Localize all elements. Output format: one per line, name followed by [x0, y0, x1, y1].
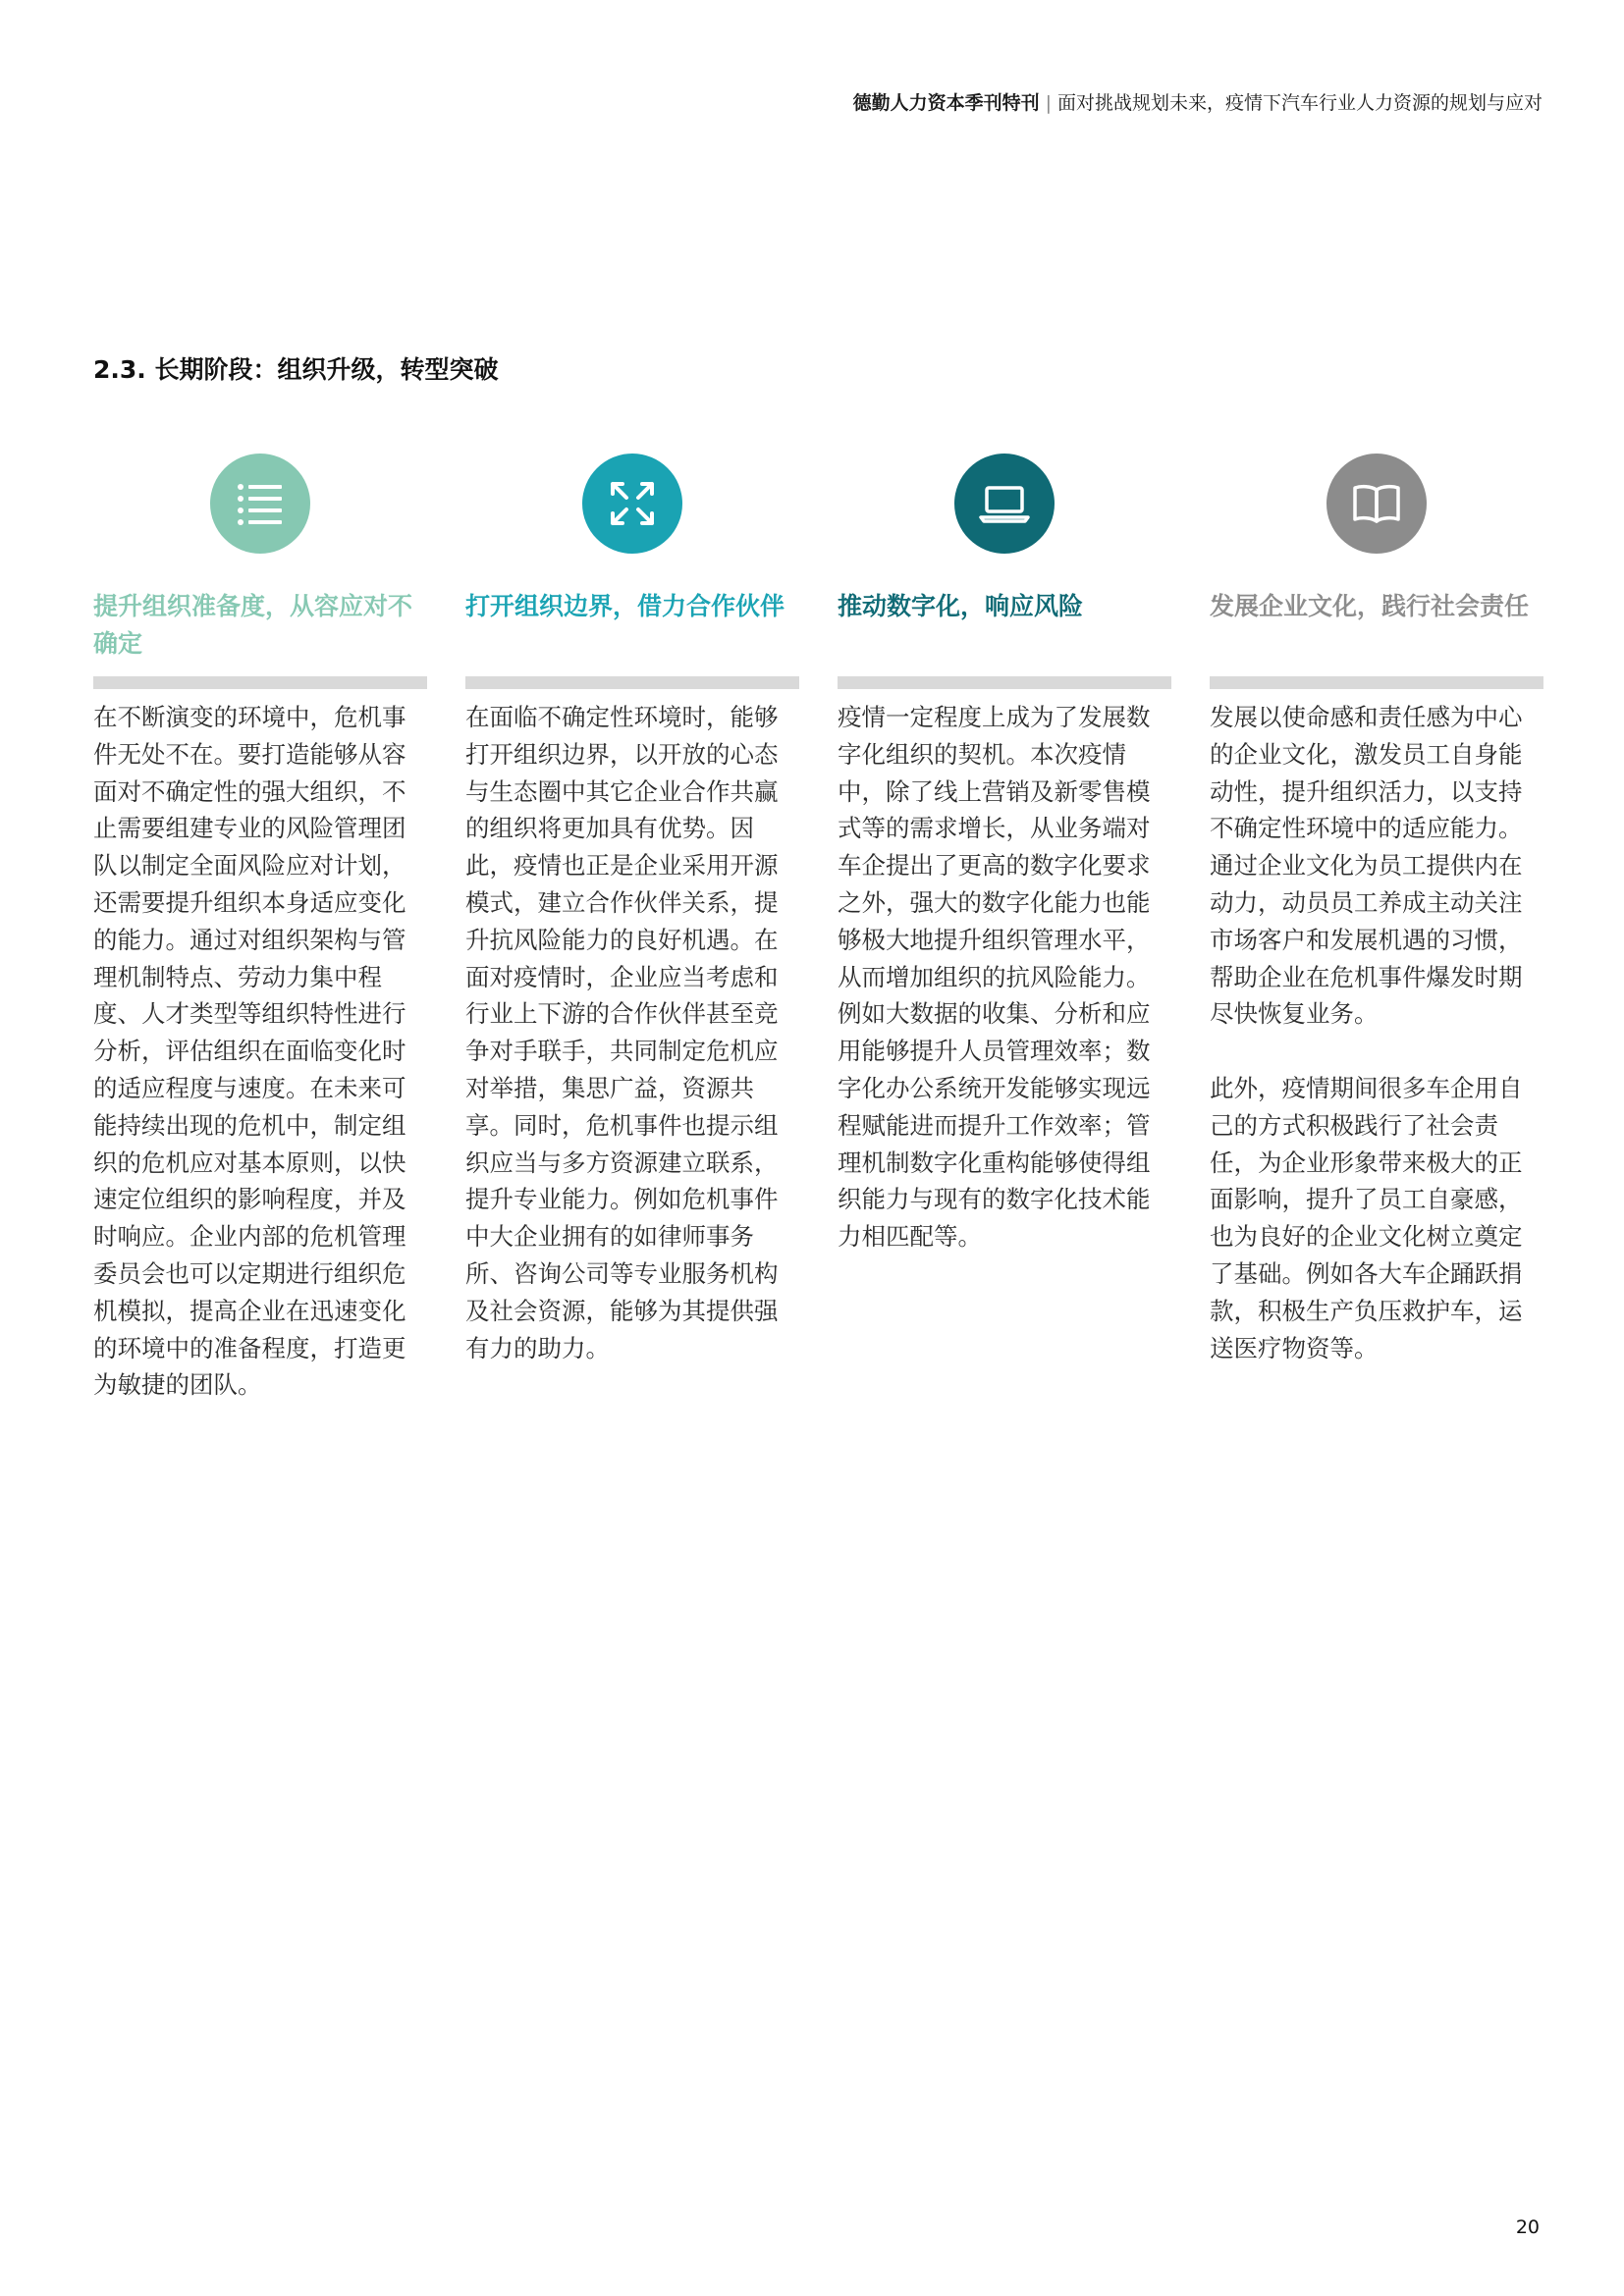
- column-corporate-culture: [1210, 454, 1543, 1366]
- section-title: 2.3. 长期阶段：组织升级，转型突破: [93, 355, 499, 384]
- column-title: 提升组织准备度，从容应对不确定: [93, 592, 413, 658]
- column-title: 打开组织边界，借力合作伙伴: [465, 592, 785, 620]
- page-number: 20: [1515, 2216, 1540, 2238]
- column-open-boundaries: [465, 454, 799, 1366]
- running-header: [853, 88, 1543, 115]
- column-title: 发展企业文化，践行社会责任: [1210, 592, 1530, 620]
- book-icon: [1326, 454, 1427, 554]
- article-title: 面对挑战规划未来，疫情下汽车行业人力资源的规划与应对: [1056, 92, 1543, 114]
- divider: [838, 676, 1171, 689]
- paragraph: 在不断演变的环境中，危机事件无处不在。要打造能够从容面对不确定性的强大组织，不止需要组建专业的风险管理团队以制定全面风险应对计划，还需要提升组织本身适应变化的能力。通过对组织架构与管理机制特点、劳动力集中程度、人才类型等组织特性进行分析，评估组织在面临变化时的适应程度与速度。在未来可能持续出现的危机中，制定组织的危机应对基本原则，以快速定位组织的影响程度，并及时响应。企业内部的危机管理委员会也可以定期进行组织危机模拟，提高企业在迅速变化的环境中的准备程度，打造更为敏捷的团队。: [93, 703, 406, 1400]
- expand-arrows-icon: [582, 454, 682, 554]
- paragraph: 此外，疫情期间很多车企用自己的方式积极践行了社会责任，为企业形象带来极大的正面影响，提升了员工自豪感，也为良好的企业文化树立奠定了基础。例如各大车企踊跃捐款，积极生产负压救护车，运送医疗物资等。: [1210, 1073, 1523, 1362]
- divider: [465, 676, 799, 689]
- header-separator: |: [1045, 92, 1052, 114]
- paragraph: 发展以使命感和责任感为中心的企业文化，激发员工自身能动性，提升组织活力，以支持不确定性环境中的适应能力。通过企业文化为员工提供内在动力，动员员工养成主动关注市场客户和发展机遇的习惯，帮助企业在危机事件爆发时期尽快恢复业务。: [1210, 703, 1523, 1029]
- laptop-icon: [954, 454, 1055, 554]
- divider: [93, 676, 427, 689]
- column-body: [465, 699, 799, 1366]
- column-body: [1210, 699, 1543, 1366]
- paragraph: 在面临不确定性环境时，能够打开组织边界，以开放的心态与生态圈中其它企业合作共赢的组织将更加具有优势。因此，疫情也正是企业采用开源模式，建立合作伙伴关系，提升抗风险能力的良好机遇。在面对疫情时，企业应当考虑和行业上下游的合作伙伴甚至竞争对手联手，共同制定危机应对举措，集思广益，资源共享。同时，危机事件也提示组织应当与多方资源建立联系，提升专业能力。例如危机事件中大企业拥有的如律师事务所、咨询公司等专业服务机构及社会资源，能够为其提供强有力的助力。: [465, 703, 779, 1362]
- publication-name: 德勤人力资本季刊特刊: [852, 92, 1040, 114]
- column-title: 推动数字化，响应风险: [838, 592, 1084, 620]
- column-body: [93, 699, 427, 1404]
- divider: [1210, 676, 1543, 689]
- paragraph: 疫情一定程度上成为了发展数字化组织的契机。本次疫情中，除了线上营销及新零售模式等的需求增长，从业务端对车企提出了更高的数字化要求之外，强大的数字化能力也能够极大地提升组织管理水平，从而增加组织的抗风险能力。例如大数据的收集、分析和应用能够提升人员管理效率；数字化办公系统开发能够实现远程赋能进而提升工作效率；管理机制数字化重构能够使得组织能力与现有的数字化技术能力相匹配等。: [838, 703, 1151, 1252]
- column-organization-readiness: [93, 454, 427, 1404]
- column-body: [838, 699, 1171, 1255]
- column-digitalization: [838, 454, 1171, 1255]
- list-icon: [210, 454, 310, 554]
